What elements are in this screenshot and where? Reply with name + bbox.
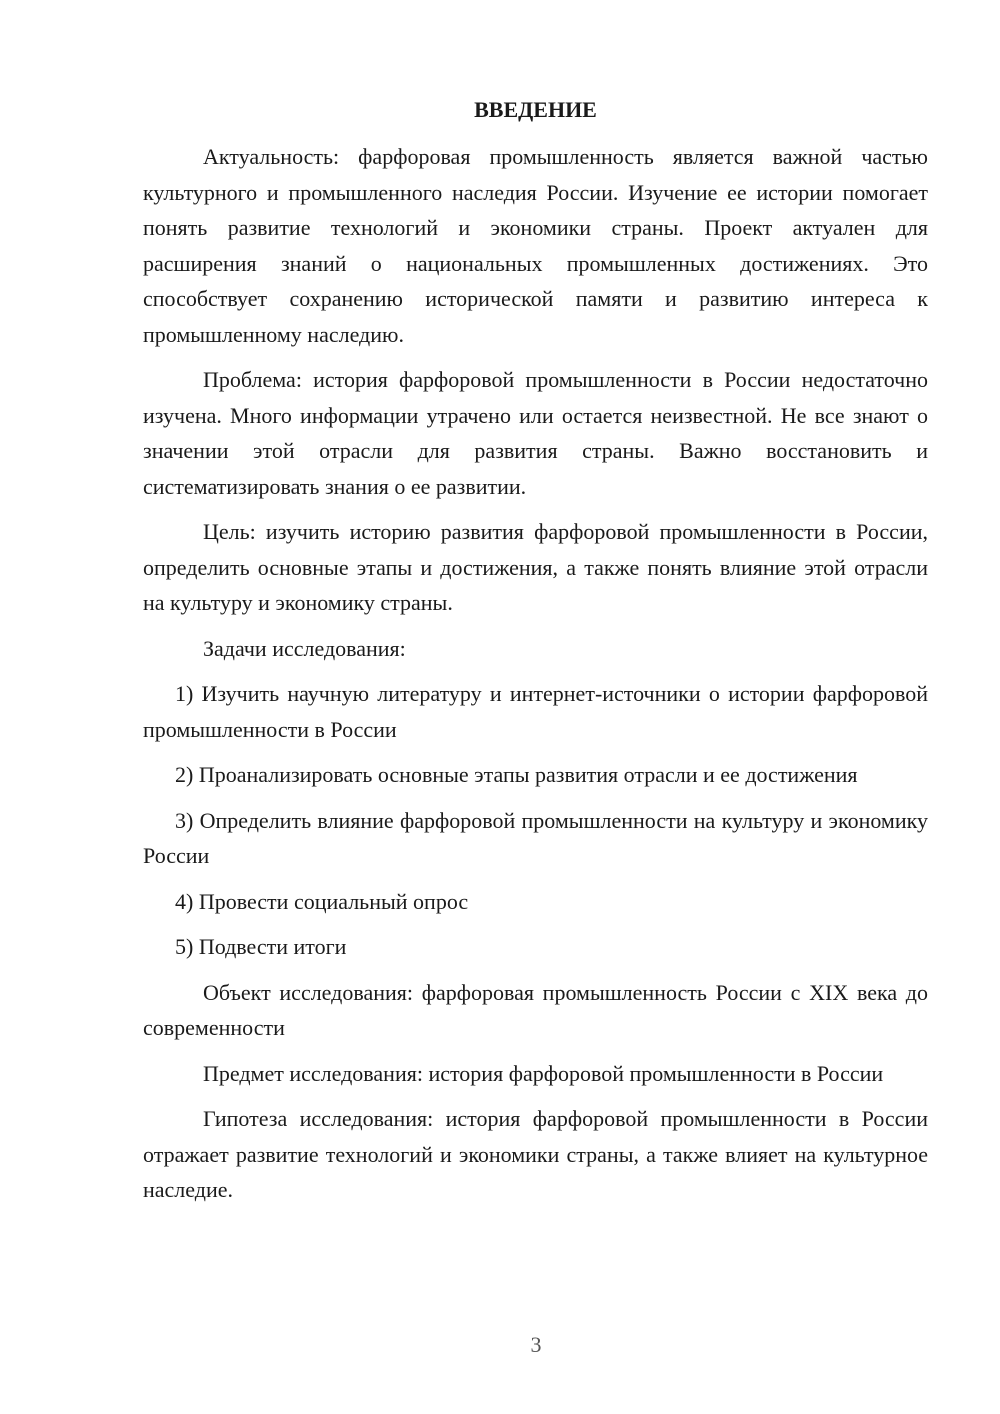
goal-paragraph: Цель: изучить историю развития фарфоровой промышленности в России, определить основные этапы и достижения, а также понять влияние этой отрасли на культуру и экономику страны. (143, 519, 928, 615)
task-item: 5) Подвести итоги (175, 934, 347, 959)
hypothesis-paragraph: Гипотеза исследования: история фарфоровой промышленности в России отражает развитие технологий и экономики страны, а также влияет на культурное наследие. (143, 1106, 928, 1202)
tasks-list (143, 676, 928, 965)
tasks-heading: Задачи исследования: (203, 635, 406, 661)
object-paragraph: Объект исследования: фарфоровая промышленность России с XIX века до современности (143, 979, 928, 1040)
problem-paragraph: Проблема: история фарфоровой промышленности в России недостаточно изучена. Много информации утрачено или остается неизвестной. Не все знают о значении этой отрасли для развития страны. Важно восстановить и систематизировать знания о ее развитии. (143, 367, 928, 499)
page-number: 3 (530, 1332, 542, 1357)
subject-paragraph: Предмет исследования: история фарфоровой промышленности в России (203, 1060, 884, 1086)
task-item: 2) Проанализировать основные этапы развития отрасли и ее достижения (175, 762, 858, 787)
task-item: 3) Определить влияние фарфоровой промышленности на культуру и экономику России (143, 807, 928, 868)
task-item: 4) Провести социальный опрос (175, 888, 469, 914)
task-item: 1) Изучить научную литературу и интернет-источники о истории фарфоровой промышленности в России (143, 681, 928, 742)
relevance-paragraph: Актуальность: фарфоровая промышленность является важной частью культурного и промышленного наследия России. Изучение ее истории помогает понять развитие технологий и экономики страны. Проект актуален для расширения знаний о национальных промышленных достижениях. Это способствует сохранению исторической памяти и развитию интереса к промышленному наследию. (143, 144, 928, 347)
document-title: ВВЕДЕНИЕ (474, 97, 597, 122)
document-page (143, 92, 928, 1218)
